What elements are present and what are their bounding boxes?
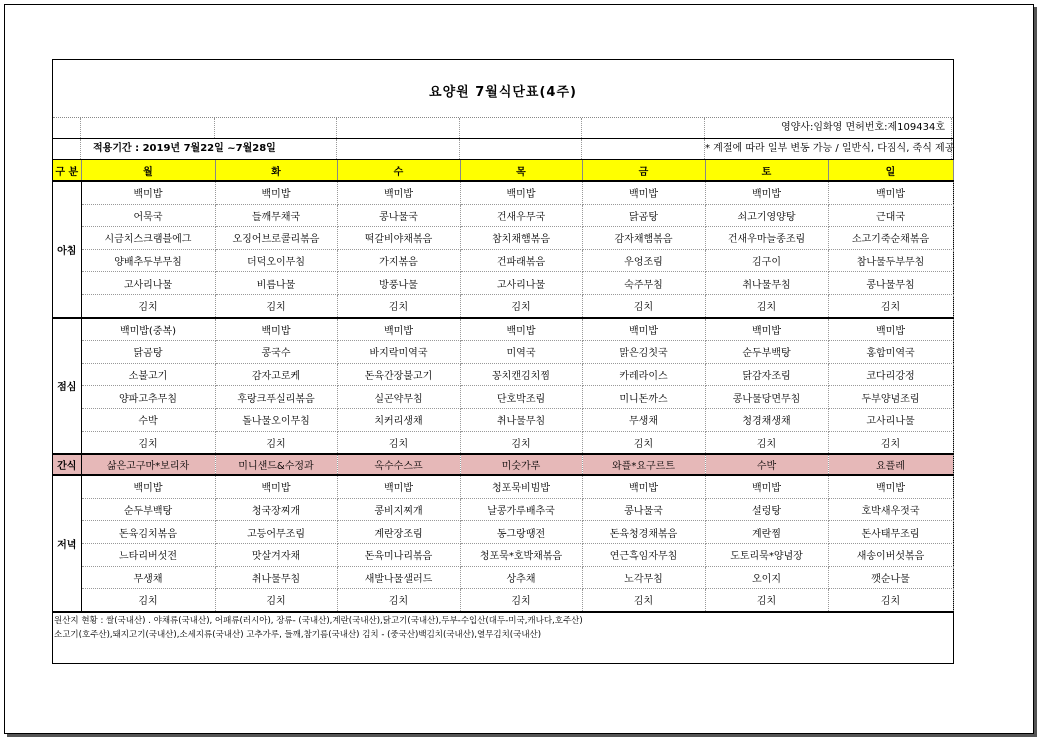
menu-row: [53, 566, 953, 589]
menu-row: [53, 249, 953, 272]
menu-cell: 순두부백탕: [81, 498, 215, 521]
menu-cell: 백미밥: [215, 318, 337, 341]
menu-row: [53, 227, 953, 250]
menu-cell: 상추채: [460, 566, 582, 589]
menu-table: [53, 160, 954, 613]
menu-cell: 홍합미역국: [828, 341, 953, 364]
menu-cell: 콩국수: [215, 341, 337, 364]
header-day: 일: [828, 160, 953, 181]
menu-cell: 고사리나물: [81, 272, 215, 295]
menu-cell: 계란찜: [705, 521, 828, 544]
header-row: [53, 160, 953, 181]
menu-cell: 김치: [215, 431, 337, 454]
header-day: 월: [81, 160, 215, 181]
menu-cell: 수박: [705, 454, 828, 475]
menu-cell: 날콩가루배추국: [460, 498, 582, 521]
menu-cell: 연근흑임자무침: [582, 543, 705, 566]
menu-row: [53, 543, 953, 566]
menu-cell: 들깨무채국: [215, 204, 337, 227]
menu-cell: 백미밥: [81, 181, 215, 204]
menu-cell: 김치: [705, 589, 828, 612]
menu-sheet: [52, 59, 954, 664]
meal-label: 점심: [53, 318, 81, 455]
menu-cell: 두부양념조림: [828, 386, 953, 409]
header-day: 목: [460, 160, 582, 181]
menu-cell: 백미밥: [215, 475, 337, 498]
menu-cell: 단호박조림: [460, 386, 582, 409]
menu-cell: 미니돈까스: [582, 386, 705, 409]
menu-cell: 닭곰탕: [81, 341, 215, 364]
origin-line-1: 원산지 현황 : 쌀(국내산) . 야채류(국내산), 어패류(러시아), 장류- (국내산),계란(국내산),닭고기(국내산),두부-수입산(대두-미국,캐나다,호주산): [54, 616, 583, 626]
menu-cell: 콩나물국: [582, 498, 705, 521]
header-day: 금: [582, 160, 705, 181]
menu-cell: 김치: [337, 294, 460, 317]
menu-cell: 백미밥(중복): [81, 318, 215, 341]
menu-cell: 닭감자조림: [705, 363, 828, 386]
header-day: 수: [337, 160, 460, 181]
menu-cell: 백미밥: [705, 318, 828, 341]
menu-row: [53, 498, 953, 521]
menu-row: [53, 408, 953, 431]
menu-cell: 카레라이스: [582, 363, 705, 386]
menu-cell: 청포묵비빔밥: [460, 475, 582, 498]
menu-cell: 어묵국: [81, 204, 215, 227]
menu-cell: 도토리묵*양념장: [705, 543, 828, 566]
menu-cell: 바지락미역국: [337, 341, 460, 364]
menu-cell: 백미밥: [705, 475, 828, 498]
menu-cell: 청경채생채: [705, 408, 828, 431]
menu-cell: 새발나물샐러드: [337, 566, 460, 589]
menu-cell: 백미밥: [828, 475, 953, 498]
menu-cell: 김치: [828, 589, 953, 612]
menu-cell: 맛살겨자채: [215, 543, 337, 566]
menu-row: [53, 386, 953, 409]
menu-cell: 더덕오이무침: [215, 249, 337, 272]
menu-cell: 소불고기: [81, 363, 215, 386]
menu-cell: 취나물무침: [215, 566, 337, 589]
menu-row: [53, 475, 953, 498]
period-text: 적용기간 : 2019년 7월22일 ~7월28일: [81, 139, 337, 159]
menu-cell: 오이지: [705, 566, 828, 589]
menu-cell: 김치: [460, 294, 582, 317]
menu-cell: 백미밥: [337, 181, 460, 204]
menu-cell: 김치: [582, 589, 705, 612]
menu-cell: 시금치스크램블에그: [81, 227, 215, 250]
menu-cell: 새송이버섯볶음: [828, 543, 953, 566]
menu-cell: 코다리강정: [828, 363, 953, 386]
menu-cell: 미니샌드&수정과: [215, 454, 337, 475]
menu-cell: 와플*요구르트: [582, 454, 705, 475]
menu-cell: 김치: [828, 431, 953, 454]
menu-row: [53, 431, 953, 454]
menu-cell: 호박새우젓국: [828, 498, 953, 521]
menu-cell: 김치: [81, 589, 215, 612]
menu-cell: 양배추두부무침: [81, 249, 215, 272]
menu-cell: 미숫가루: [460, 454, 582, 475]
menu-cell: 콩비지찌개: [337, 498, 460, 521]
menu-cell: 김치: [460, 431, 582, 454]
menu-cell: 백미밥: [582, 475, 705, 498]
menu-cell: 취나물무침: [460, 408, 582, 431]
title-row: [53, 60, 953, 118]
menu-cell: 계란장조림: [337, 521, 460, 544]
menu-cell: 근대국: [828, 204, 953, 227]
menu-row: [53, 204, 953, 227]
menu-row: [53, 318, 953, 341]
menu-row: [53, 363, 953, 386]
menu-cell: 콩나물국: [337, 204, 460, 227]
menu-cell: 깻순나물: [828, 566, 953, 589]
menu-cell: 요플레: [828, 454, 953, 475]
page-title: 요양원 7월식단표(4주): [429, 85, 577, 100]
menu-cell: 옥수수스프: [337, 454, 460, 475]
menu-cell: 느타리버섯전: [81, 543, 215, 566]
menu-cell: 동그랑땡전: [460, 521, 582, 544]
notice-text: * 계절에 따라 일부 변동 가능 / 일반식, 다짐식, 죽식 제공: [705, 139, 952, 159]
menu-cell: 김치: [582, 431, 705, 454]
origin-line-2: 소고기(호주산),돼지고기(국내산),소세지류(국내산) 고추가루, 들깨,참기름(국내산) 김치 - (중국산)백김치(국내산),열무김치(국내산): [54, 630, 542, 640]
menu-cell: 백미밥: [337, 318, 460, 341]
menu-cell: 설렁탕: [705, 498, 828, 521]
menu-cell: 취나물무침: [705, 272, 828, 295]
menu-cell: 백미밥: [460, 181, 582, 204]
menu-cell: 수박: [81, 408, 215, 431]
menu-cell: 숙주무침: [582, 272, 705, 295]
menu-cell: 청포묵*호박채볶음: [460, 543, 582, 566]
meal-label: 아침: [53, 181, 81, 318]
menu-cell: 감자채햄볶음: [582, 227, 705, 250]
menu-cell: 백미밥: [582, 181, 705, 204]
menu-row: [53, 294, 953, 317]
menu-cell: 실곤약무침: [337, 386, 460, 409]
menu-cell: 김치: [460, 589, 582, 612]
menu-cell: 닭곰탕: [582, 204, 705, 227]
menu-cell: 백미밥: [705, 181, 828, 204]
meal-label: 저녁: [53, 475, 81, 612]
menu-cell: 돈육미나리볶음: [337, 543, 460, 566]
header-day: 화: [215, 160, 337, 181]
menu-cell: 미역국: [460, 341, 582, 364]
menu-cell: 백미밥: [828, 181, 953, 204]
period-row: [53, 139, 953, 160]
menu-cell: 삶은고구마*보리차: [81, 454, 215, 475]
menu-cell: 가지볶음: [337, 249, 460, 272]
page-frame: [4, 4, 1034, 734]
menu-row: [53, 341, 953, 364]
menu-cell: 양파고추무침: [81, 386, 215, 409]
menu-cell: 백미밥: [828, 318, 953, 341]
menu-cell: 김치: [81, 294, 215, 317]
menu-cell: 돈육간장불고기: [337, 363, 460, 386]
menu-cell: 콩나물당면무침: [705, 386, 828, 409]
menu-cell: 김치: [582, 294, 705, 317]
menu-cell: 순두부백탕: [705, 341, 828, 364]
menu-cell: 김치: [337, 431, 460, 454]
menu-cell: 콩나물무침: [828, 272, 953, 295]
menu-cell: 무생채: [81, 566, 215, 589]
menu-cell: 김치: [705, 431, 828, 454]
dietitian-row: [53, 118, 953, 139]
menu-cell: 돌나물오이무침: [215, 408, 337, 431]
menu-cell: 소고기죽순채볶음: [828, 227, 953, 250]
menu-cell: 김치: [81, 431, 215, 454]
menu-cell: 건새우무국: [460, 204, 582, 227]
menu-cell: 김치: [215, 589, 337, 612]
menu-cell: 맑은김칫국: [582, 341, 705, 364]
menu-cell: 백미밥: [81, 475, 215, 498]
menu-cell: 우엉조림: [582, 249, 705, 272]
menu-cell: 건파래볶음: [460, 249, 582, 272]
menu-cell: 비름나물: [215, 272, 337, 295]
meal-label: 간식: [53, 454, 81, 475]
snack-row: [53, 454, 953, 475]
menu-cell: 돈사태무조림: [828, 521, 953, 544]
header-category: 구 분: [53, 160, 81, 181]
menu-cell: 고등어무조림: [215, 521, 337, 544]
dietitian-info: 영양사:임화영 면허번호:제109434호: [705, 118, 952, 138]
menu-cell: 쇠고기영양탕: [705, 204, 828, 227]
menu-cell: 김치: [828, 294, 953, 317]
menu-cell: 감자고로케: [215, 363, 337, 386]
menu-cell: 돈육청경채볶음: [582, 521, 705, 544]
menu-row: [53, 521, 953, 544]
menu-cell: 꽁치캔김치찜: [460, 363, 582, 386]
menu-cell: 김치: [337, 589, 460, 612]
menu-cell: 고사리나물: [460, 272, 582, 295]
menu-cell: 떡갈비야채볶음: [337, 227, 460, 250]
menu-cell: 백미밥: [582, 318, 705, 341]
menu-cell: 청국장찌개: [215, 498, 337, 521]
menu-cell: 고사리나물: [828, 408, 953, 431]
menu-cell: 김치: [215, 294, 337, 317]
header-day: 토: [705, 160, 828, 181]
origin-footer: [53, 606, 583, 642]
menu-cell: 김구이: [705, 249, 828, 272]
menu-cell: 방풍나물: [337, 272, 460, 295]
menu-cell: 후랑크푸실리볶음: [215, 386, 337, 409]
menu-cell: 무생채: [582, 408, 705, 431]
menu-cell: 돈육김치볶음: [81, 521, 215, 544]
menu-row: [53, 272, 953, 295]
menu-cell: 백미밥: [460, 318, 582, 341]
menu-cell: 건새우마늘종조림: [705, 227, 828, 250]
menu-cell: 오징어브로콜리볶음: [215, 227, 337, 250]
menu-cell: 백미밥: [337, 475, 460, 498]
menu-cell: 치커리생채: [337, 408, 460, 431]
menu-row: [53, 181, 953, 204]
menu-cell: 백미밥: [215, 181, 337, 204]
menu-cell: 참치채햄볶음: [460, 227, 582, 250]
menu-cell: 참나물두부무침: [828, 249, 953, 272]
menu-cell: 노각무침: [582, 566, 705, 589]
menu-cell: 김치: [705, 294, 828, 317]
